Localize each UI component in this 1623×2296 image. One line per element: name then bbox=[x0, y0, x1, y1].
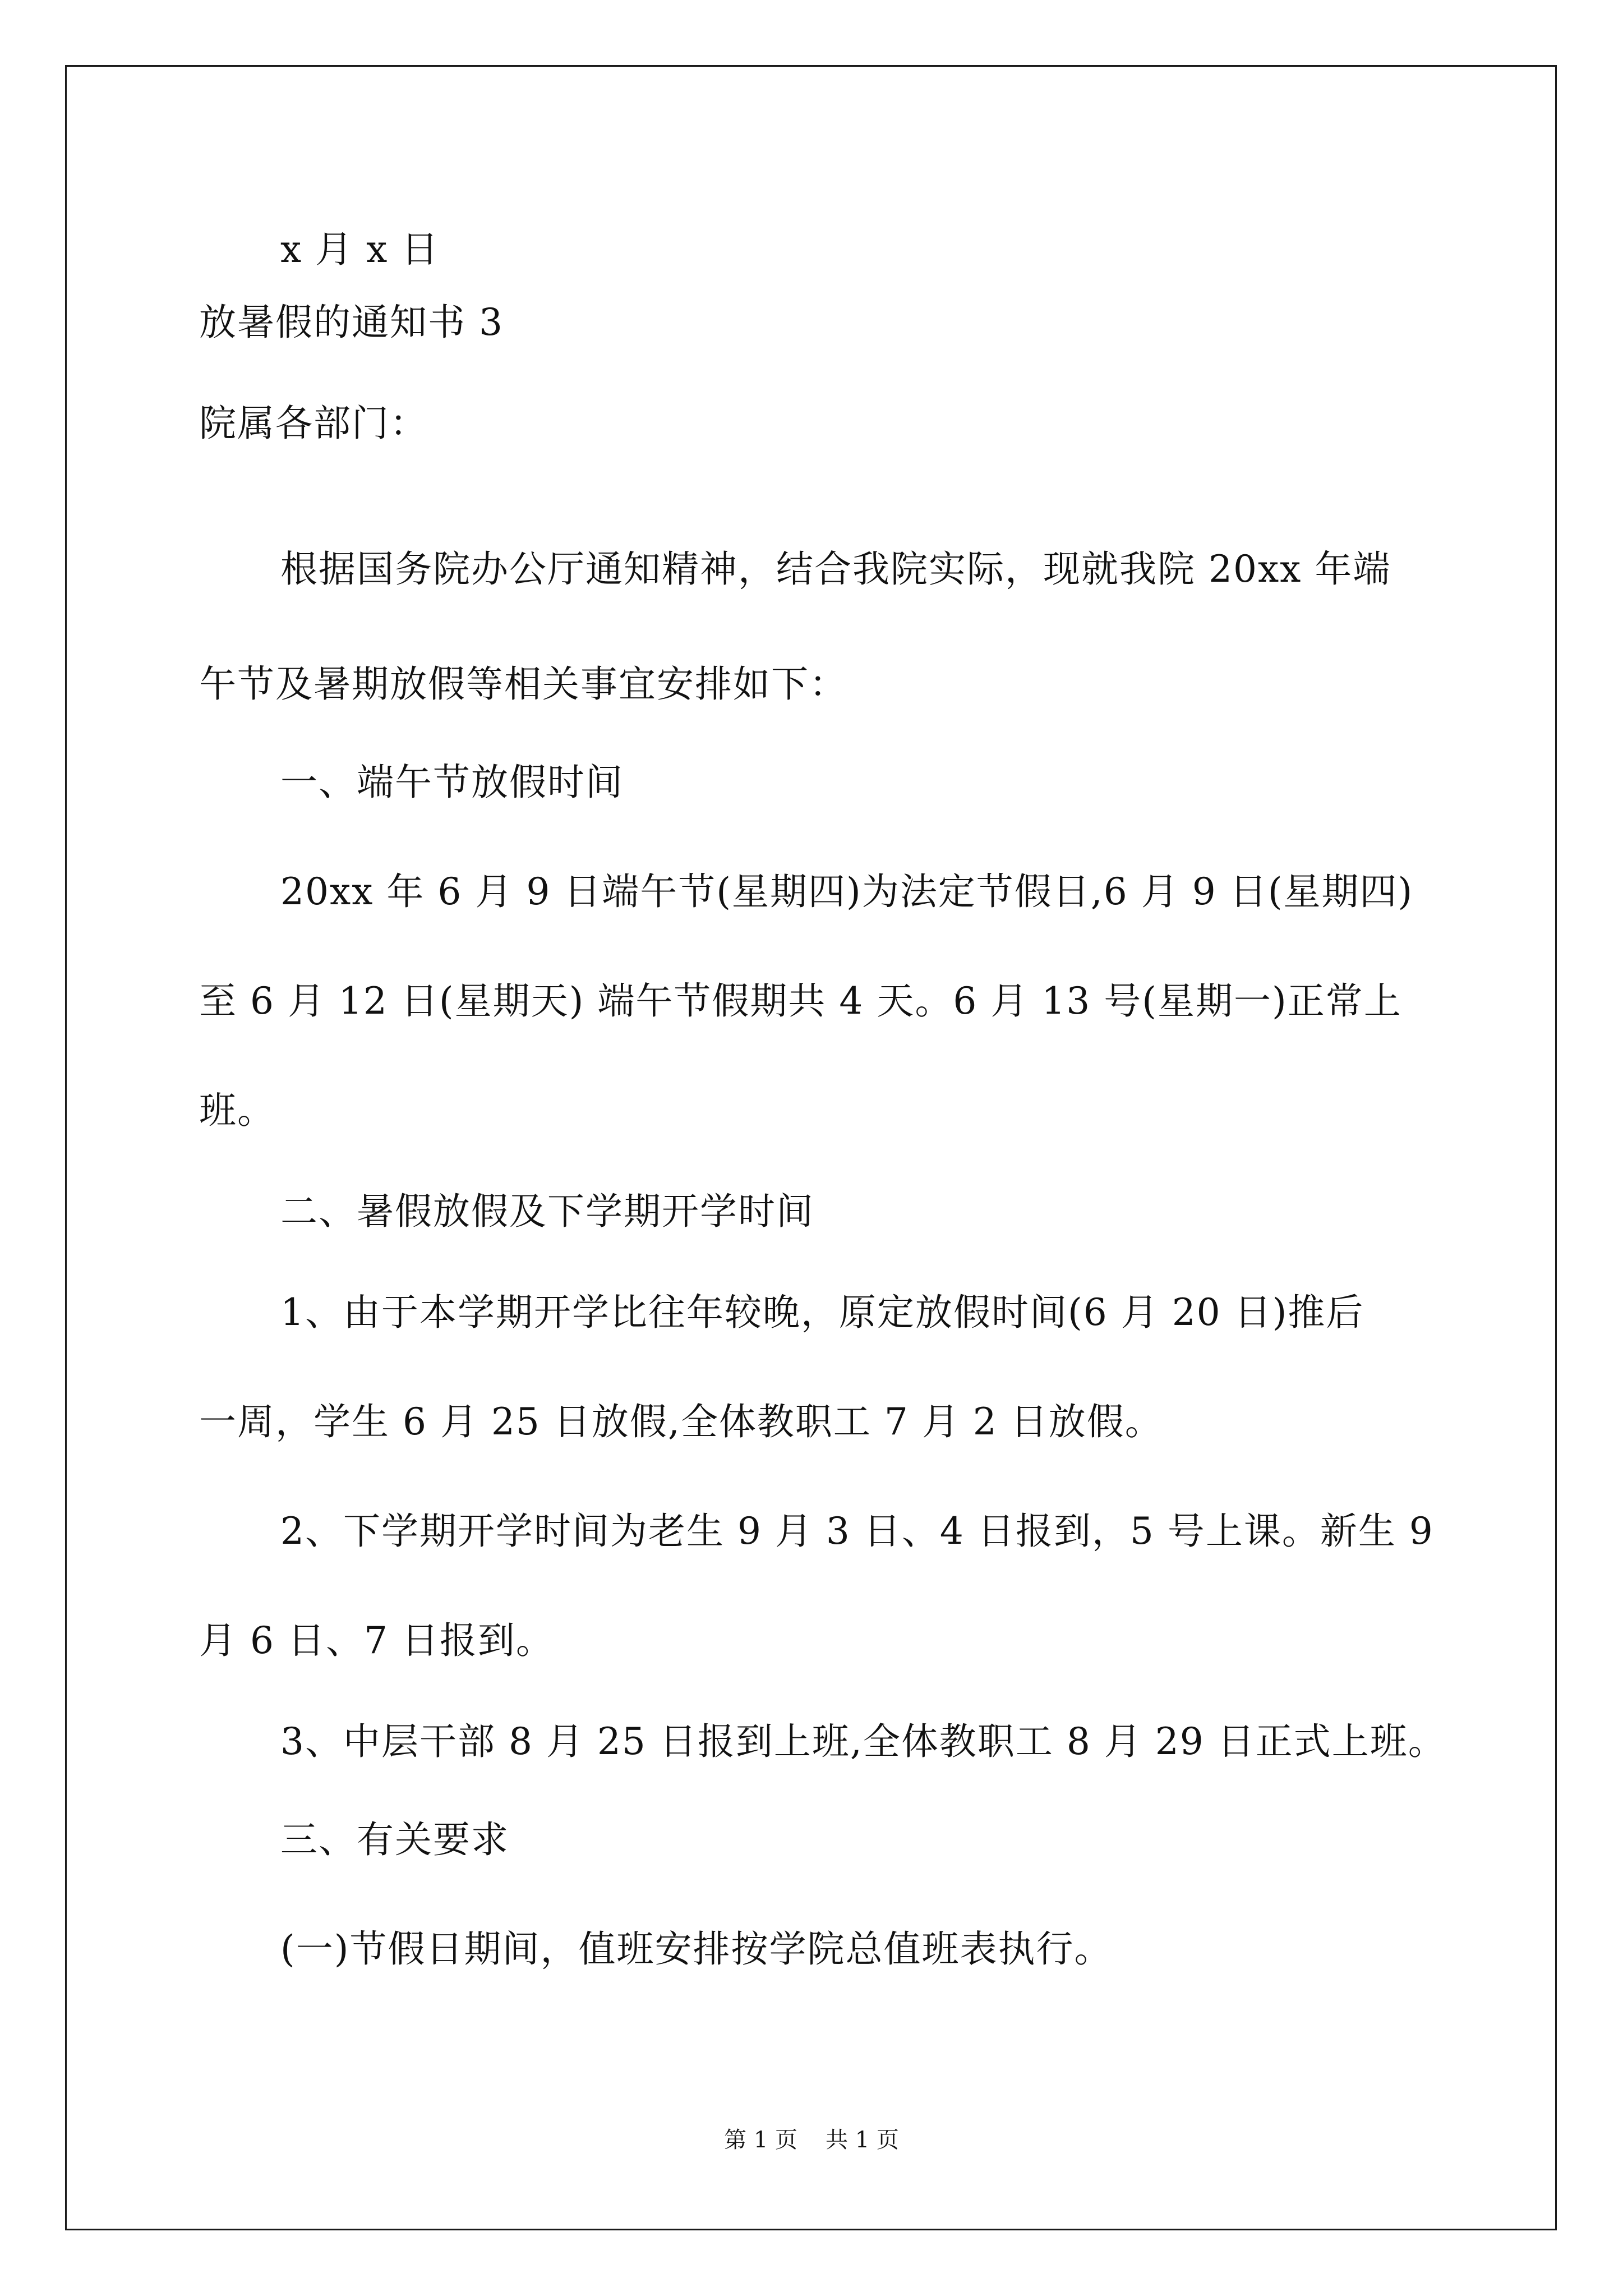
section-heading: 二、暑假放假及下学期开学时间 bbox=[280, 1190, 814, 1233]
section-heading: 一、端午节放假时间 bbox=[280, 761, 624, 804]
section-heading: 三、有关要求 bbox=[280, 1818, 509, 1861]
paragraph-line: 20xx 年 6 月 9 日端午节(星期四)为法定节假日,6 月 9 日(星期四) bbox=[280, 870, 1414, 913]
paragraph-line: 2、下学期开学时间为老生 9 月 3 日、4 日报到，5 号上课。新生 9 bbox=[280, 1510, 1434, 1553]
paragraph-line: 3、中层干部 8 月 25 日报到上班,全体教职工 8 月 29 日正式上班。 bbox=[280, 1720, 1446, 1763]
salutation: 院属各部门： bbox=[199, 402, 428, 445]
paragraph-line: 至 6 月 12 日(星期天) 端午节假期共 4 天。6 月 13 号(星期一)正常上 bbox=[199, 979, 1402, 1023]
paragraph-line: 根据国务院办公厅通知精神，结合我院实际，现就我院 20xx 年端 bbox=[280, 547, 1391, 591]
paragraph-line: 午节及暑期放假等相关事宜安排如下： bbox=[199, 662, 847, 706]
page-number: 第 1 页 bbox=[724, 2127, 797, 2153]
date-line: x 月 x 日 bbox=[280, 228, 440, 271]
page-border bbox=[65, 65, 1557, 2230]
notice-title: 放暑假的通知书 3 bbox=[199, 301, 504, 344]
paragraph-line: 1、由于本学期开学比往年较晚，原定放假时间(6 月 20 日)推后 bbox=[280, 1291, 1364, 1334]
paragraph-line: 班。 bbox=[199, 1089, 275, 1132]
paragraph-line: 月 6 日、7 日报到。 bbox=[199, 1619, 554, 1662]
page-total: 共 1 页 bbox=[826, 2127, 899, 2153]
paragraph-line: 一周，学生 6 月 25 日放假,全体教职工 7 月 2 日放假。 bbox=[199, 1400, 1163, 1443]
paragraph-line: (一)节假日期间，值班安排按学院总值班表执行。 bbox=[280, 1927, 1113, 1971]
page-footer bbox=[0, 2126, 1623, 2154]
